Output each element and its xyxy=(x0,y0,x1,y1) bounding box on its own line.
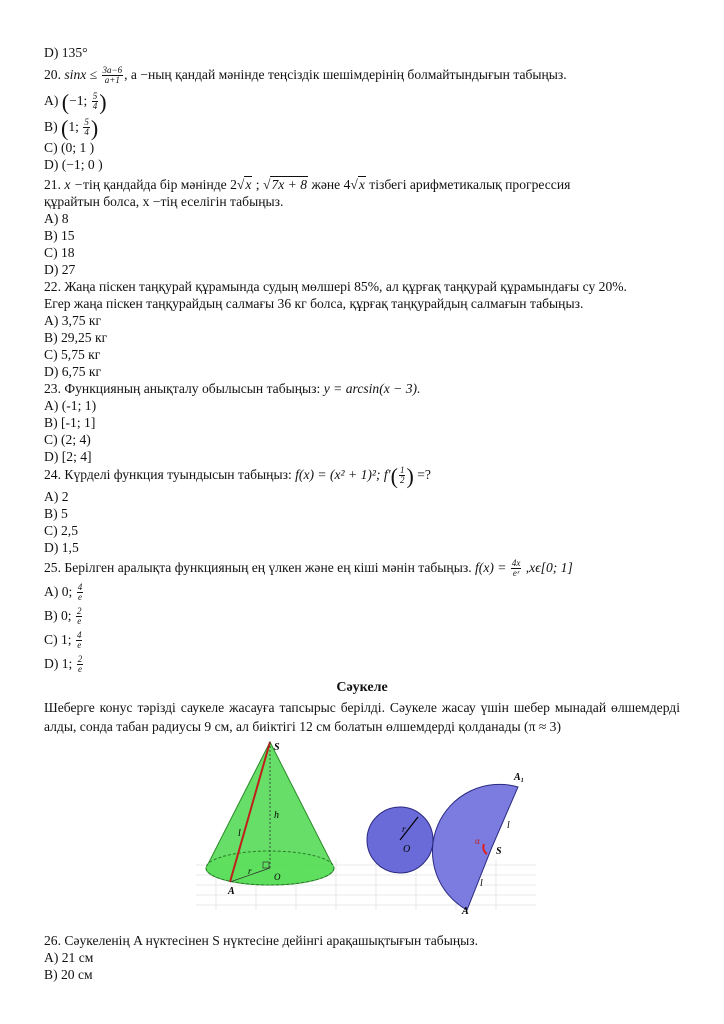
label-r: r xyxy=(248,866,252,876)
q24-option-a: A) 2 xyxy=(44,489,69,504)
section-paragraph: Шеберге конус тәрізді саукеле жасауға тапсырыс берілді. Сәукеле жасау үшін шебер мынадай өлшемдерді алды, сонда табан радиусы 9 см, ал биіктігі 12 см болатын өлшемдерді қолданады (π ≈ 3) xyxy=(44,700,680,734)
q23-option-d: D) [2; 4] xyxy=(44,449,92,464)
q22-question-line2: Егер жаңа піскен таңқурайдың салмағы 36 кг болса, құрғақ таңқурайдың салмағын табыңыз. xyxy=(44,296,584,311)
label-l: l xyxy=(238,828,241,839)
q21-option-b: B) 15 xyxy=(44,228,75,243)
q26-option-a: A) 21 см xyxy=(44,950,94,965)
q22-option-d: D) 6,75 кг xyxy=(44,364,102,379)
q26-question: 26. Сәукеленің A нүктесінен S нүктесіне дейінгі арақашықтығын табыңыз. xyxy=(44,933,479,948)
label-r2: r xyxy=(402,824,406,834)
q22-question: 22. Жаңа піскен таңқурай құрамында судың мөлшері 85%, ал құрғақ таңқурай құрамындағы су 20%. xyxy=(44,279,627,294)
cone-diagram xyxy=(206,742,334,897)
q21-option-d: D) 27 xyxy=(44,262,76,277)
label-alpha: α xyxy=(475,836,480,846)
q20-fraction: $\frac{3a-6}{a+1}$ xyxy=(102,65,123,86)
label-a1: A₁ xyxy=(514,772,525,783)
saukele-figure xyxy=(196,740,536,915)
q23-option-a: A) (-1; 1) xyxy=(44,398,97,413)
label-a2: A xyxy=(462,906,469,915)
q21-question: 21. x −тің қандайда бір мәнінде 2√x ; √7x + 8 және 4√x тізбегі арифметикалық прогрессия xyxy=(44,177,571,192)
label-o: O xyxy=(274,872,281,882)
q25-option-b: B) 0; $\frac{2}{e}$ xyxy=(44,606,82,627)
label-h: h xyxy=(274,810,279,821)
label-l2: l xyxy=(507,820,510,831)
q23-question: 23. Функцияның анықталу обылысын табыңыз: y = arcsin(x − 3). xyxy=(44,381,421,396)
q20-option-b: B) (1; $\frac{5}{4}$ ) xyxy=(44,115,99,141)
q22-option-a: A) 3,75 кг xyxy=(44,313,102,328)
unfolded-sector xyxy=(432,784,518,910)
q22-option-c: C) 5,75 кг xyxy=(44,347,101,362)
label-l3: l xyxy=(480,878,483,889)
q20-option-a: A) (−1; $\frac{5}{4}$ ) xyxy=(44,89,107,115)
q24-option-d: D) 1,5 xyxy=(44,540,79,555)
q20-option-d: D) (−1; 0 ) xyxy=(44,157,103,172)
q25-option-c: C) 1; $\frac{4}{e}$ xyxy=(44,630,82,651)
base-circle-diagram xyxy=(367,807,433,873)
label-o2: O xyxy=(403,844,411,855)
q24-question: 24. Күрделі функция туындысын табыңыз: f(x) = (x² + 1)²; f′( $\frac{1}{2}$ ) =? xyxy=(44,463,431,489)
q20-option-c: C) (0; 1 ) xyxy=(44,140,95,155)
q19-option-d: D) 135° xyxy=(44,45,88,60)
q21-question-line2: құрайтын болса, x −тің еселігін табыңыз. xyxy=(44,194,284,209)
q22-option-b: B) 29,25 кг xyxy=(44,330,108,345)
q23-option-c: C) (2; 4) xyxy=(44,432,91,447)
q21-option-a: A) 8 xyxy=(44,211,69,226)
label-s: S xyxy=(274,742,280,753)
sector-diagram xyxy=(432,772,524,915)
q25-option-d: D) 1; $\frac{2}{e}$ xyxy=(44,654,83,675)
label-a: A xyxy=(228,886,235,897)
q21-option-c: C) 18 xyxy=(44,245,75,260)
label-s2: S xyxy=(496,846,502,857)
section-title: Сәукеле xyxy=(336,680,388,695)
q23-option-b: B) [-1; 1] xyxy=(44,415,96,430)
q25-question: 25. Берілген аралықта функцияның ең үлкен және ең кіші мәнін табыңыз. f(x) = $\frac{4x}{\text{eˣ}}$ ,xϵ[0; 1] xyxy=(44,558,573,579)
q20-question: 20. sinx ≤ $\frac{3a-6}{a+1}$ , a −ның қандай мәнінде теңсіздік шешімдерінің болмайтындығын табыңыз. xyxy=(44,65,567,86)
q26-option-b: B) 20 см xyxy=(44,967,93,982)
q25-option-a: A) 0; $\frac{4}{e}$ xyxy=(44,582,83,603)
q24-option-b: B) 5 xyxy=(44,506,68,521)
q24-option-c: C) 2,5 xyxy=(44,523,78,538)
